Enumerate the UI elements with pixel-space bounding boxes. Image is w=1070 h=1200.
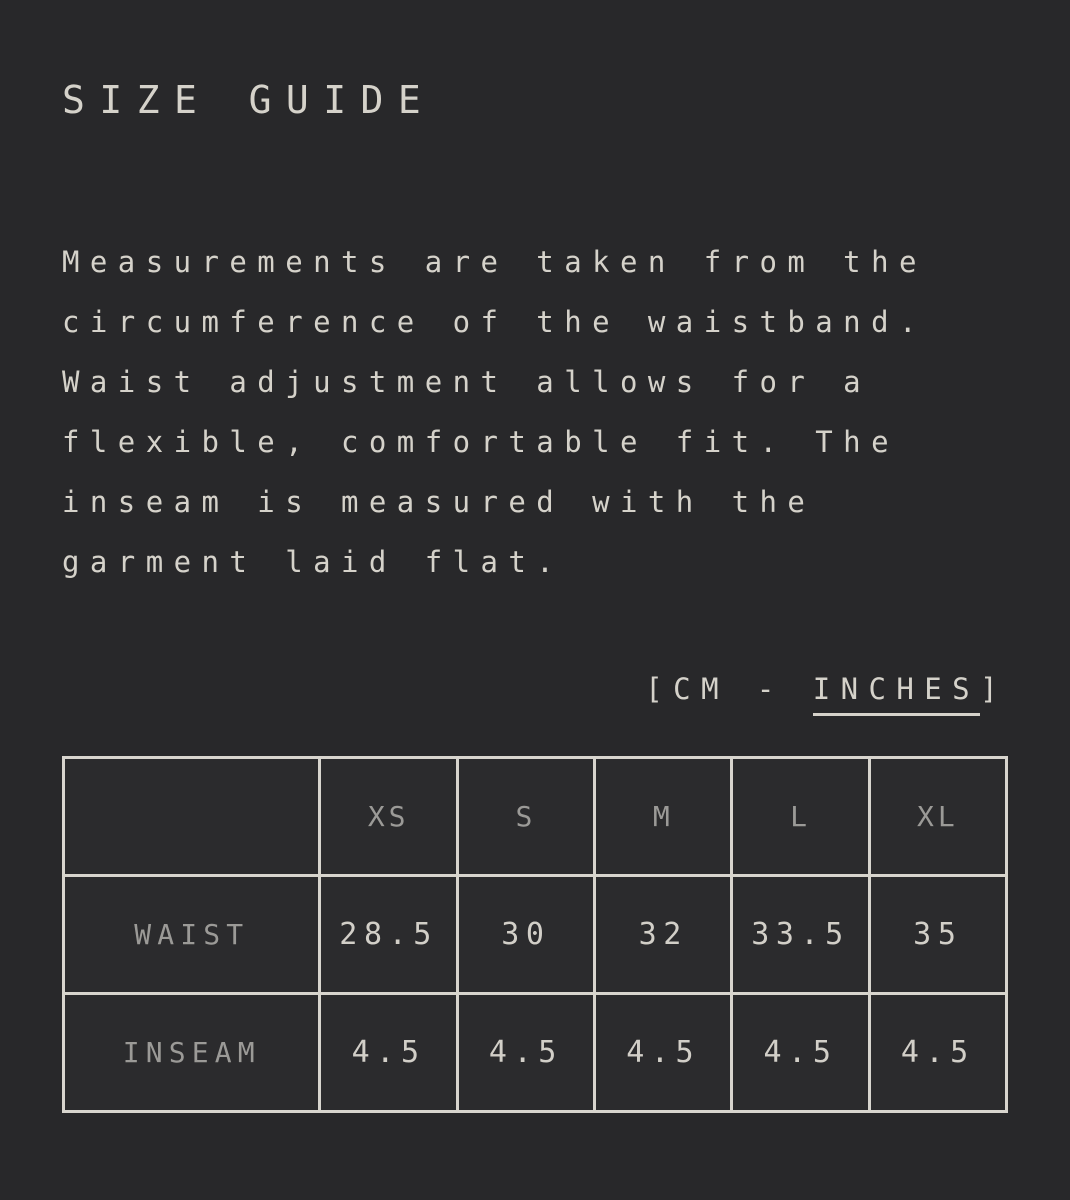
- table-header-row: [64, 757, 1007, 875]
- description-line: inseam is measured with the: [62, 484, 816, 519]
- inseam-value-xl: 4.5: [869, 993, 1006, 1111]
- inseam-value-s: 4.5: [457, 993, 594, 1111]
- inseam-value-xs: 4.5: [320, 993, 457, 1111]
- size-column-header-s: S: [457, 757, 594, 875]
- size-column-header-l: L: [732, 757, 869, 875]
- inseam-value-m: 4.5: [595, 993, 732, 1111]
- waist-value-s: 30: [457, 875, 594, 993]
- waist-value-xs: 28.5: [320, 875, 457, 993]
- size-column-header-xs: XS: [320, 757, 457, 875]
- close-bracket: ]: [980, 671, 1008, 706]
- description-line: circumference of the waistband.: [62, 304, 927, 339]
- measurement-description: [62, 232, 1008, 592]
- table-row-inseam: [64, 993, 1007, 1111]
- waist-value-xl: 35: [869, 875, 1006, 993]
- size-column-header-xl: XL: [869, 757, 1006, 875]
- description-line: Measurements are taken from the: [62, 244, 927, 279]
- unit-inches-button[interactable]: INCHES: [813, 668, 980, 716]
- open-bracket: [: [645, 671, 674, 706]
- description-line: garment laid flat.: [62, 544, 565, 579]
- description-line: flexible, comfortable fit. The: [62, 424, 899, 459]
- unit-separator: -: [728, 671, 813, 706]
- inseam-value-l: 4.5: [732, 993, 869, 1111]
- waist-value-l: 33.5: [732, 875, 869, 993]
- unit-cm-button[interactable]: CM: [673, 671, 729, 706]
- waist-value-m: 32: [595, 875, 732, 993]
- row-label-waist: WAIST: [64, 875, 320, 993]
- page-title: SIZE GUIDE: [62, 78, 436, 122]
- unit-toggle: [62, 668, 1008, 716]
- row-label-inseam: INSEAM: [64, 993, 320, 1111]
- size-column-header-m: M: [595, 757, 732, 875]
- table-row-waist: [64, 875, 1007, 993]
- description-line: Waist adjustment allows for a: [62, 364, 872, 399]
- size-table: [62, 756, 1008, 1113]
- corner-cell: [64, 757, 320, 875]
